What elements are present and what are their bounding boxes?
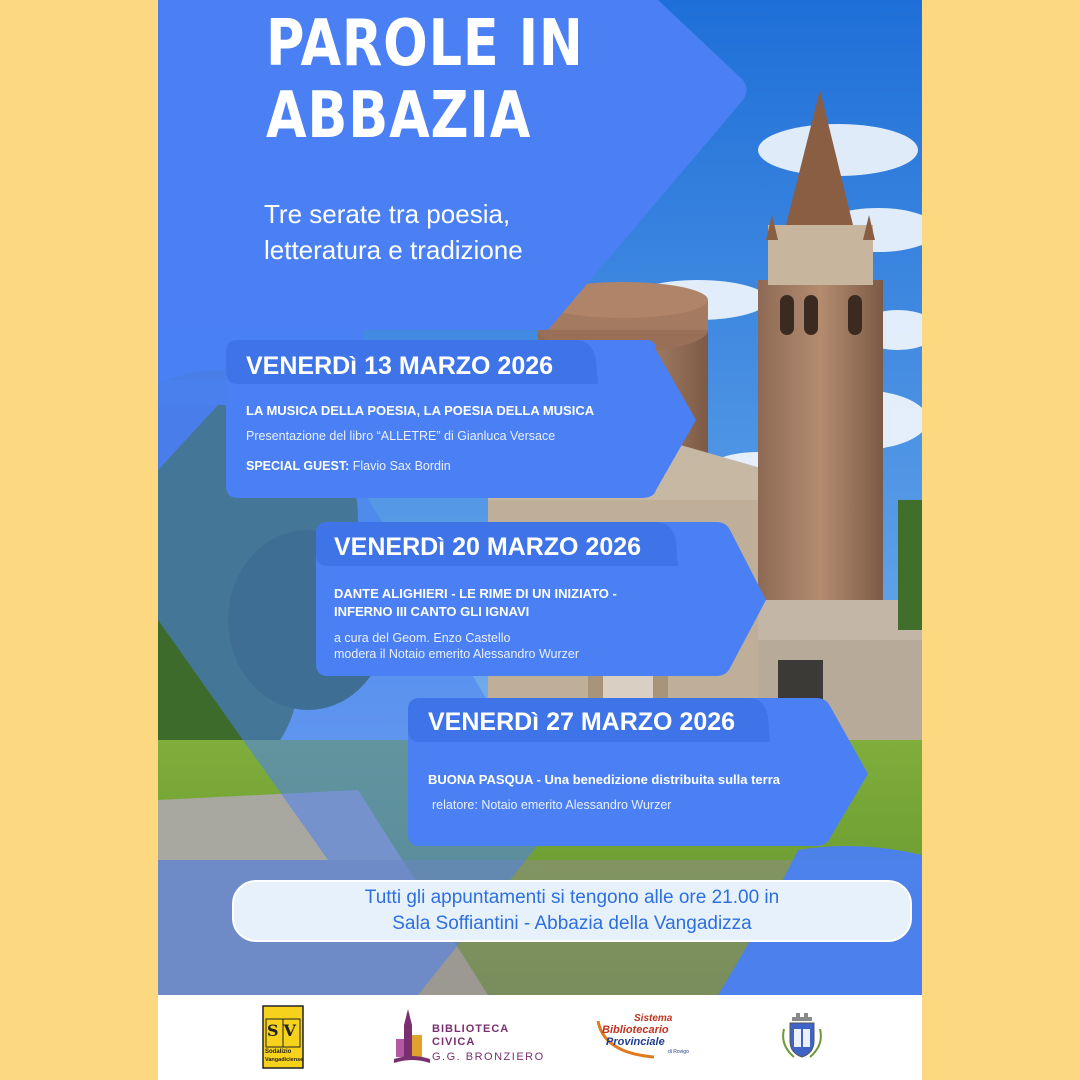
venue-info-time: Tutti gli appuntamenti si tengono alle ore 21.00 in	[364, 887, 780, 908]
sistema-line-3: Provinciale	[606, 1036, 665, 1048]
biblioteca-line-2: CIVICA	[432, 1036, 476, 1048]
coat-of-arms-icon	[780, 1011, 824, 1061]
event-1-description: Presentazione del libro “ALLETRE” di Gianluca Versace	[246, 429, 556, 443]
event-2-moderator: modera il Notaio emerito Alessandro Wurzer	[334, 647, 580, 661]
page-title: PAROLE IN ABBAZIA	[266, 7, 584, 153]
page-subtitle: Tre serate tra poesia, letteratura e tradizione	[264, 199, 523, 265]
event-3-heading: BUONA PASQUA - Una benedizione distribuita sulla terra	[428, 772, 781, 787]
venue-info-place: Sala Soffiantini - Abbazia della Vangadizza	[392, 913, 752, 934]
sistema-line-4: di Rovigo	[668, 1049, 689, 1055]
event-1-guest	[246, 458, 451, 475]
venue-info-box	[232, 880, 912, 942]
biblioteca-civica-logo	[394, 1005, 545, 1071]
event-1-date: VENERDì 13 MARZO 2026	[246, 352, 554, 380]
sv-letters: SV	[267, 1021, 301, 1040]
event-poster	[158, 0, 922, 1080]
event-2-date: VENERDì 20 MARZO 2026	[334, 533, 642, 561]
sodalizio-vangadiciense-logo	[262, 1005, 304, 1069]
biblioteca-line-1: BIBLIOTECA	[432, 1023, 510, 1035]
event-1-guest-label: SPECIAL GUEST:	[246, 459, 350, 473]
sv-caption-1: Sodalizio	[265, 1049, 292, 1055]
sistema-line-1: Sistema	[634, 1013, 673, 1024]
sistema-line-2: Bibliotecario	[602, 1024, 669, 1036]
event-3-date: VENERDì 27 MARZO 2026	[428, 708, 736, 736]
event-2-heading: DANTE ALIGHIERI - LE RIME DI UN INIZIATO - INFERNO III CANTO GLI IGNAVI	[334, 586, 617, 619]
event-1-heading: LA MUSICA DELLA POESIA, LA POESIA DELLA MUSICA	[246, 403, 595, 418]
event-2-curator: a cura del Geom. Enzo Castello	[334, 631, 511, 645]
sistema-bibliotecario-logo	[594, 1013, 694, 1063]
event-1-guest-name: Flavio Sax Bordin	[352, 459, 451, 473]
sponsor-footer	[158, 995, 922, 1080]
biblioteca-line-3: G.G. BRONZIERO	[432, 1051, 545, 1063]
event-3-speaker: relatore: Notaio emerito Alessandro Wurzer	[432, 798, 672, 812]
sv-caption-2: Vangadiciense	[265, 1057, 304, 1063]
